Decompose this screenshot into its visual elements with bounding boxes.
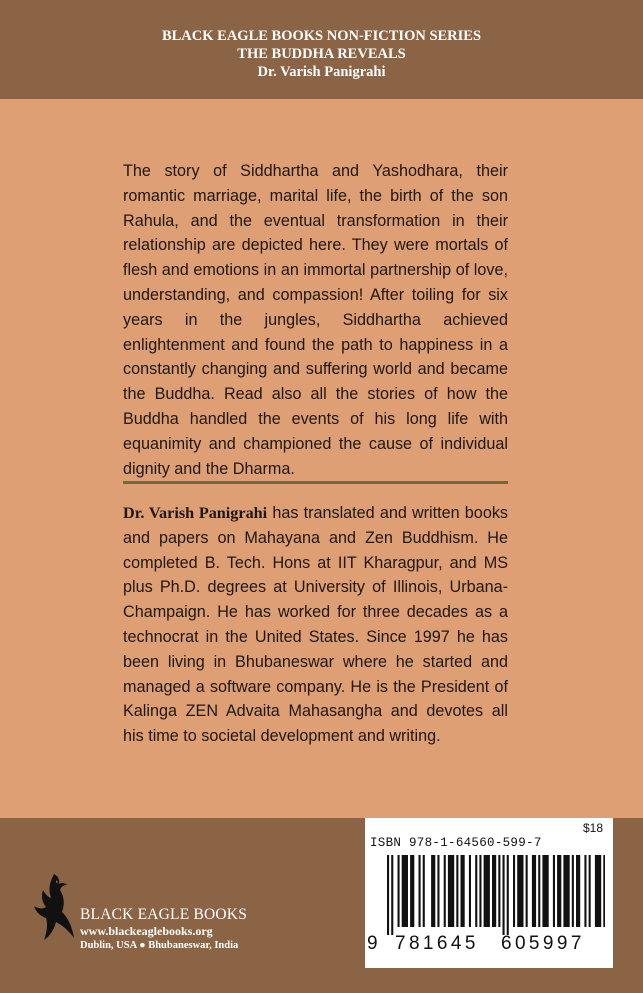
bottom-band <box>0 818 643 993</box>
barcode-digits-left: 781645 <box>395 933 479 954</box>
barcode-digits <box>365 933 613 959</box>
barcode-bar <box>387 855 389 935</box>
barcode-bar <box>437 855 439 927</box>
barcode-bar <box>402 855 408 927</box>
barcode-bar <box>572 855 574 927</box>
barcode-bar <box>423 855 425 927</box>
bio-text: has translated and written books and papers on Mahayana and Zen Buddhism. He completed B. Tech. Hons at IIT Kharagpur, and MS plus Ph.D. degrees at University of Illinois, Urbana-Champaign. He has worked for three decades as a technocrat in the United States. Since 1997 he has been living in Bhubaneswar where he started and managed a software company. He is the President of Kalinga ZEN Advaita Mahasangha and devotes all his time to societal development and writing. <box>123 504 509 746</box>
publisher-name: BLACK EAGLE BOOKS <box>80 906 248 923</box>
barcode-bar <box>448 855 454 927</box>
barcode-bar <box>538 855 540 927</box>
top-band <box>0 0 643 99</box>
barcode-bar <box>492 855 496 927</box>
barcode-bar <box>484 855 490 927</box>
barcode-digits-right: 605997 <box>501 933 585 954</box>
book-blurb: The story of Siddhartha and Yashodhara, their romantic marriage, marital life, the birth of the son Rahula, and the eventual transformation in their relationship are depicted here. They were mortals of flesh and emotions in an immortal partnership of love, understanding, and compassion! After toiling for six years in the jungles, Siddhartha achieved enlightenment and found the path to happiness in a constantly changing and suffering world and became the Buddha. Read also all the stories of how the Buddha handled the events of his long life with equanimity and championed the cause of individual dignity and the Dharma. <box>123 162 508 478</box>
barcode-bar <box>584 855 586 927</box>
barcode-bar <box>603 855 605 927</box>
barcode-bar <box>513 855 515 927</box>
publisher-location: Dublin, USA ● Bhubaneswar, India <box>80 940 239 951</box>
publisher-block <box>80 906 247 953</box>
barcode-bar <box>553 855 555 927</box>
barcode-panel <box>365 818 613 968</box>
isbn-text: ISBN 978-1-64560-599-7 <box>370 836 542 850</box>
barcode-bar <box>557 855 561 927</box>
barcode-bar <box>576 855 580 927</box>
barcode-digit-lead: 9 <box>367 933 378 954</box>
barcode-bar <box>498 855 500 927</box>
barcode-bar <box>444 855 446 927</box>
book-title: THE BUDDHA REVEALS <box>237 46 406 62</box>
barcode-bar <box>431 855 435 927</box>
barcode-bar <box>503 855 505 935</box>
bio-author-name: Dr. Varish Panigrahi <box>123 504 268 522</box>
divider-rule <box>123 481 508 484</box>
black-eagle-logo-icon <box>32 872 76 942</box>
barcode-bar <box>517 855 523 927</box>
publisher-url: www.blackeaglebooks.org <box>80 924 213 938</box>
barcode-bar <box>410 855 414 927</box>
barcode-bar <box>398 855 400 927</box>
price-label: $18 <box>582 821 603 835</box>
barcode-bar <box>589 855 591 927</box>
barcode-bar <box>391 855 393 935</box>
barcode-bar <box>507 855 509 935</box>
barcode-bar <box>475 855 477 927</box>
barcode-bar <box>419 855 421 927</box>
author-name: Dr. Varish Panigrahi <box>257 64 386 80</box>
barcode-bar <box>461 855 465 927</box>
barcode-bar <box>526 855 528 927</box>
series-title: BLACK EAGLE BOOKS NON-FICTION SERIES <box>161 28 482 44</box>
barcode-bars <box>373 855 605 935</box>
barcode-bar <box>542 855 548 927</box>
author-bio <box>123 501 508 749</box>
barcode-bar <box>595 855 601 927</box>
back-cover-content <box>0 99 643 818</box>
barcode-bar <box>456 855 458 927</box>
barcode-bar <box>479 855 481 927</box>
barcode-bar <box>563 855 569 927</box>
barcode-bar <box>532 855 536 927</box>
barcode-bar <box>469 855 471 927</box>
